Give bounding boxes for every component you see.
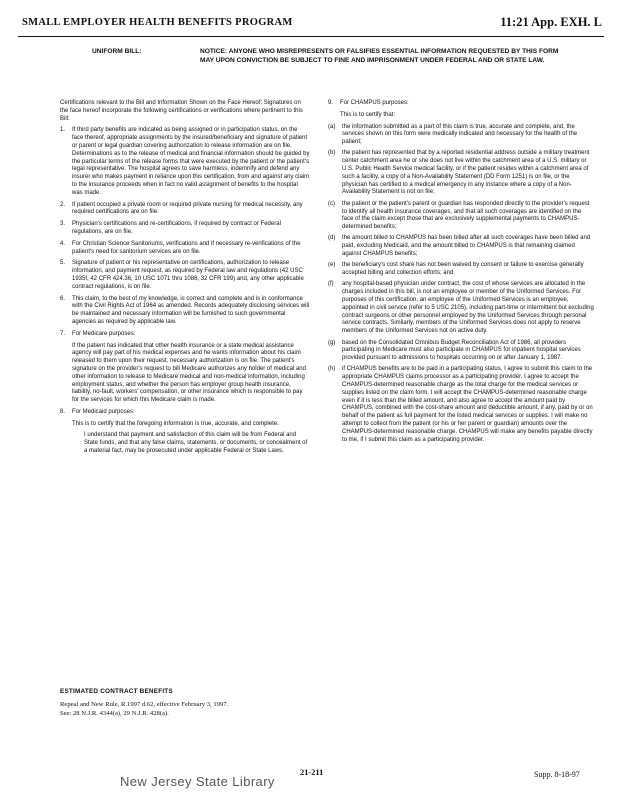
page-number: 21-211 [300, 768, 324, 777]
certify-line: This is to certify that: [340, 111, 396, 118]
sub-item-text: any hospital-based physician under contract, the cost of whose services are allocated in the charges included in this bill, is not an employee or member of the Uniformed Services. For purposes of this certification, an employee of the Uniformed Services is an employee, appointed in civil service (refer to 5 USC 2105), including part-time or intermittent but excluding contract surgeons or other personnel employed by the Uniformed Services through personal service contracts. Similarly, members of the Uniformed Services does not apply to reserve members of the Uniformed Services not on active duty. [342, 281, 594, 335]
list-item [60, 409, 310, 417]
item-text: Physician's certifications and re-certifications, if required by contract or Federal regulations, are on file. [72, 221, 281, 235]
list-item [60, 296, 310, 327]
sub-item-letter: (b) [328, 150, 336, 157]
item-number: 2. [60, 201, 66, 208]
list-item [60, 241, 310, 257]
sub-item-text: based on the Consolidated Omnibus Budget Reconciliation Act of 1986, all providers participating in Medicare must also participate in CHAMPUS for inpatient hospital services provided pursuant to admissions to hospitals occurring on or after January 1, 1987. [342, 339, 581, 362]
sub-item [328, 281, 594, 336]
item-number: 5. [60, 260, 66, 267]
item-number: 3. [60, 221, 66, 228]
item-number: 6. [60, 295, 66, 302]
sub-item [328, 366, 594, 444]
sub-item-letter: (h) [328, 366, 336, 373]
sub-item-letter: (a) [328, 123, 336, 130]
item-number: 7. [60, 330, 66, 337]
item-text: For Medicaid purposes: [72, 408, 135, 415]
supplement-date: Supp. 8-18-97 [534, 770, 580, 779]
item-text: Signature of patient or his representative on certifications, authorization to release information, and payment request, as required by Federal law and regulations (42 USC 1935f, 42 CFR 424.36, 10 USC 1071 thru 1086, 32 CFR 199) and, any other applicable contract regulations, is on file. [72, 260, 304, 290]
library-watermark: New Jersey State Library [120, 774, 275, 789]
notice-text: NOTICE: ANYONE WHO MISREPRESENTS OR FALSIFIES ESSENTIAL INFORMATION REQUESTED BY THIS FORM MAY UPON CONVICTION BE SUBJECT TO FINE AND IMPRISONMENT UNDER FEDERAL AND OR STATE LAW. [200, 48, 559, 64]
repeal-note [60, 700, 228, 718]
item-number: 9. [328, 100, 334, 106]
medicare-paragraph: If the patient has indicated that other health insurance or a state medical assistance agency will pay part of his medical expenses and he wants information about his claim released to them upon their request, necessary authorization is on file. The patient's signature on the provider's request to bill Medicare authorizes any holder of medical and other information to release to Medicare medical and non-medical information, including employment status, and whether the person has employer group health insurance, liability, no-fault, workers' compensation, or other insurance which is responsible to pay for the services for which this Medicare claim is made. [72, 342, 306, 404]
item-text: If patient occupied a private room or required private nursing for medical necessity, any required certifications are on file. [72, 201, 303, 216]
list-item [60, 221, 310, 237]
appendix-label: 11:21 App. EXH. L [500, 15, 602, 29]
item-text: For Medicare purposes: [72, 330, 136, 337]
uniform-bill-label: UNIFORM BILL: [92, 48, 142, 55]
right-column [328, 100, 594, 448]
sub-item [328, 124, 594, 147]
page-header [18, 14, 604, 37]
item-number: 8. [60, 408, 66, 415]
certifications-intro: Certifications relevant to the Bill and Information Shown on the Face Hereof: Signatures on the face hereof incorporate the following certifications or verifications where pertinent to this Bill: [60, 100, 303, 122]
medicaid-paragraph: This is to certify that the foregoing information is true, accurate, and complete. [72, 420, 279, 427]
sub-item [328, 201, 594, 232]
left-column [60, 100, 310, 460]
item-text: For CHAMPUS purposes: [340, 100, 409, 106]
sub-item-text: the patient has represented that by a reported residential address outside a military treatment center catchment area he or she does not live within the catchment area of a U.S. military or U.S. Public Health Service medical facility, or if the patient resides within a catchment area of such a facility, a copy of a Non-Availability Statement (DD Form 1251) is on file, or the physician has certified to a medical emergency in any instance where a copy of a Non-Availability Statement is not on file; [342, 150, 590, 196]
sub-item-text: the amount billed to CHAMPUS has been billed after all such coverages have been billed and paid, excluding Medicaid, and the amount billed to CHAMPUS is that remaining claimed against CHAMPUS benefits; [342, 235, 591, 258]
item-number: 4. [60, 240, 66, 247]
repeal-line-1: Repeal and New Rule, R.1997 d.62, effective February 3, 1997. [60, 701, 229, 708]
sub-item-text: the information submitted as a part of this claim is true, accurate and complete, and, the services shown on this form were medically indicated and necessary for the health of the patient; [342, 123, 578, 146]
list-item [60, 202, 310, 218]
sub-item-letter: (f) [328, 281, 334, 288]
list-item [60, 127, 310, 197]
medicaid-understand-paragraph: I understand that payment and satisfaction of this claim will be from Federal and State funds, and that any false claims, statements, or documents, or concealment of a material fact, may be prosecuted under applicable Federal or State Laws. [84, 432, 308, 455]
list-item [328, 100, 594, 108]
list-item [60, 260, 310, 291]
sub-item [328, 235, 594, 258]
program-title: SMALL EMPLOYER HEALTH BENEFITS PROGRAM [22, 17, 293, 28]
sub-item [328, 340, 594, 363]
estimated-contract-benefits-heading: ESTIMATED CONTRACT BENEFITS [60, 688, 173, 695]
item-text: This claim, to the best of my knowledge, is correct and complete and is in conformance with the Civil Rights Act of 1964 as amended. Records adequately disclosing services will be maintained and necessary information will be furnished to such governmental agencies as required by applicable law. [72, 295, 310, 325]
sub-item-letter: (d) [328, 235, 336, 242]
item-number: 1. [60, 127, 66, 134]
item-text: If third party benefits are indicated as being assigned or in participation status, on the face thereof, appropriate assignments by the insured/beneficiary and signature of patient or parent or legal guardian covering authorization to release information are on file. Determinations as to the release of medical and financial information should be guided by the particular terms of the release forms that were executed by the patient or the patient's legal representative. The hospital agrees to save harmless, indemnify and defend any insurer who makes payment in reliance upon this certification, from and against any claim to the insurance proceeds when in fact no valid assignment of benefits to the hospital was made. [72, 127, 310, 196]
sub-item-letter: (c) [328, 200, 335, 207]
sub-item-letter: (g) [328, 339, 336, 346]
sub-item-letter: (e) [328, 262, 336, 269]
list-item [60, 331, 310, 339]
sub-item-text: if CHAMPUS benefits are to be paid in a participating status, I agree to submit this claim to the appropriate CHAMPUS claims processor as a participating provider. I agree to accept the CHAMPUS-determined reasonable charge as the total charge for the medical services or supplies listed on the claim form. I will accept the CHAMPUS-determined reasonable charge even if it is less than the billed amount, and also agree to accept the amount paid by CHAMPUS, combined with the cost-share amount and deductible amount, if any, paid by or on behalf of the patient as full payment for the listed medical services or supplies. I will make no attempt to collect from the patient (or his or her parent or guardian) amounts over the CHAMPUS-determined reasonable charge. CHAMPUS will make any benefits payable directly to me, if I submit this claim as a participating provider. [342, 366, 593, 443]
sub-item-text: the patient or the patient's parent or guardian has responded directly to the provider's request to identify all health insurance coverages, and that all such coverages are identified on the face of the claim except those that are exclusively supplemental payments to CHAMPUS-determined benefits; [342, 200, 590, 231]
sub-item [328, 262, 594, 278]
repeal-line-2: See: 28 N.J.R. 4344(a), 29 N.J.R. 428(a). [60, 710, 169, 718]
sub-item-text: the beneficiary's cost share has not been waived by consent or failure to exercise generally accepted billing and collection efforts; and [342, 262, 584, 277]
item-text: For Christian Science Sanitoriums, verifications and if necessary re-verifications of the patient's need for sanitorium services are on file. [72, 240, 301, 255]
sub-item [328, 150, 594, 197]
